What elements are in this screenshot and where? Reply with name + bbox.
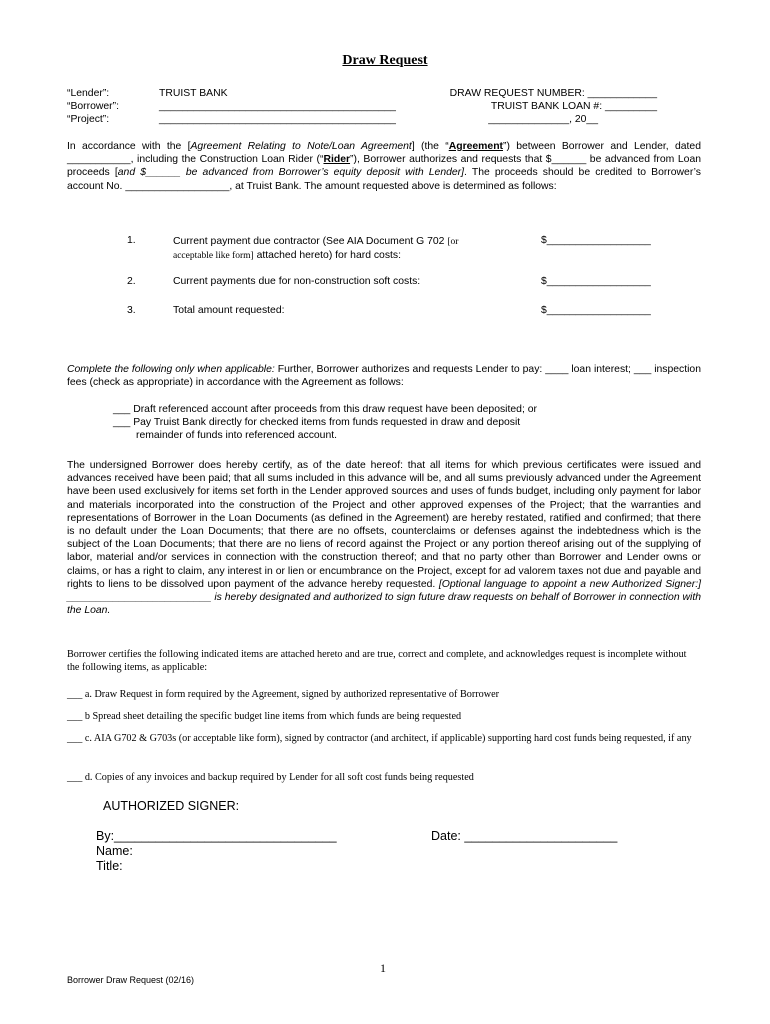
attachment-b[interactable]: ___ b Spread sheet detailing the specific budget line items from which funds are being requested (67, 711, 462, 722)
intro-agreement-type: Agreement Relating to Note/Loan Agreement (190, 141, 412, 152)
attachment-d[interactable]: ___ d. Copies of any invoices and backup required by Lender for all soft cost funds being requested (67, 772, 474, 783)
certification-body: The undersigned Borrower does hereby certify, as of the date hereof: that all items for which previous certificates were issued and advances received have been paid; that all sums included in this advance will be, and all sums previously advanced under the Agreement have been used exclusively for items set forth in the Lender approved sources and uses of funds budget, including only payment for labor and materials incorporated into the construction of the Project and other approved expenses of the Project; that the warranties and representations of Borrower in the Loan Documents (as defined in the Agreement) are hereby restated, ratified and confirmed; that there is no default under the Loan Documents; that there are no offsets, counterclaims or defenses against the indebtedness which is the subject of the Loan Documents; that there are no liens of record against the Project or any portion thereof arising out of the supplying of labor, material and/or services in connection with the construction thereof; and that no party other than Borrower and Lender owns or claims, or has a right to claim, any interest in or lien or encumbrance on the Project, except for ad valorem taxes not due and payable and rights to liens to be dissolved upon payment of the advance hereby requested. (67, 460, 701, 590)
borrower-label: “Borrower”: (67, 101, 119, 112)
signature-by-field[interactable]: By:________________________________ (96, 829, 337, 843)
item-1-text (173, 235, 458, 263)
signature-name-label: Name: (96, 844, 133, 858)
lender-value: TRUIST BANK (159, 88, 228, 99)
attachment-c[interactable]: ___ c. AIA G702 & G703s (or acceptable like form), signed by contractor (and architect, if applicable) supporting hard cost funds being requested, if any (67, 733, 692, 744)
project-label: “Project”: (67, 114, 110, 125)
applicable-italic: Complete the following only when applicable: (67, 364, 275, 375)
optional-signer-clause: [Optional language to appoint a new Authorized Signer:] _________________________ is hereby designated and authorized to sign future draw requests on behalf of Borrower in connection with the Loan. (67, 578, 702, 617)
item-1-text-a: Current payment due contractor (See AIA Document G 702 (173, 236, 448, 247)
option-pay-directly-cont: remainder of funds into referenced account. (136, 430, 338, 441)
intro-equity-clause: and $______ be advanced from Borrower’s equity deposit with Lender] (117, 167, 465, 179)
attachment-a[interactable]: ___ a. Draw Request in form required by the Agreement, signed by authorized representative of Borrower (67, 689, 499, 700)
item-1-text-b: [or (447, 237, 459, 247)
item-2-amount-field[interactable]: $__________________ (541, 276, 651, 287)
intro-text-3: ] (the “ (411, 141, 449, 152)
loan-number-field[interactable]: TRUIST BANK LOAN #: _________ (490, 101, 657, 112)
page-number: 1 (380, 961, 386, 975)
item-1-amount-field[interactable]: $__________________ (541, 235, 651, 246)
page-title: Draw Request (342, 53, 428, 68)
authorized-signer-heading: AUTHORIZED SIGNER: (103, 799, 240, 813)
item-2-number: 2. (127, 276, 136, 287)
form-id: Borrower Draw Request (02/16) (67, 975, 195, 985)
intro-text-5: ”) between Borrower and Lender, dated ___________, including the Construction Loan Rider (“ (67, 141, 701, 166)
intro-text-1: In accordance with the [ (67, 141, 191, 152)
lender-label: “Lender”: (67, 88, 110, 99)
intro-paragraph (67, 140, 701, 193)
intro-text-9: . The proceeds should be credited to Borrower’s account No. __________________, at Truist Bank. The amount requested above is determined as follows: (67, 167, 701, 192)
item-1-text-c: acceptable like form] (173, 251, 254, 261)
signature-date-field[interactable]: Date: ______________________ (431, 829, 618, 843)
signature-title-label: Title: (96, 859, 123, 873)
item-1-number: 1. (127, 235, 136, 246)
intro-agreement-term: Agreement (448, 141, 503, 152)
draw-request-number-field[interactable]: DRAW REQUEST NUMBER: ____________ (449, 88, 657, 99)
option-draft-account[interactable]: ___ Draft referenced account after proceeds from this draw request have been deposited; or (113, 404, 537, 415)
applicable-paragraph (67, 363, 701, 389)
attachments-intro: Borrower certifies the following indicated items are attached hereto and are true, correct and complete, and acknowledges request is incomplete without the following items, as applicable: (67, 649, 687, 673)
project-field[interactable]: _________________________________________ (159, 114, 396, 125)
date-line-field[interactable]: ______________, 20__ (488, 114, 598, 125)
item-3-text: Total amount requested: (173, 305, 285, 316)
item-3-number: 3. (127, 305, 136, 316)
borrower-field[interactable]: _________________________________________ (159, 101, 396, 112)
intro-rider-term: Rider (323, 154, 351, 166)
applicable-rest: Further, Borrower authorizes and requests Lender to pay: ____ loan interest; ___ inspection fees (check as appropriate) in accordance with the Agreement as follows: (67, 364, 701, 389)
item-3-amount-field[interactable]: $__________________ (541, 305, 651, 316)
intro-text-7: ”), Borrower authorizes and requests that $______ be advanced from Loan proceeds [ (67, 154, 701, 179)
item-1-text-d: attached hereto) for hard costs: (253, 250, 401, 261)
certification-paragraph (67, 459, 701, 617)
option-pay-directly[interactable]: ___ Pay Truist Bank directly for checked items from funds requested in draw and deposit (113, 417, 521, 428)
item-2-text: Current payments due for non-construction soft costs: (173, 276, 421, 287)
